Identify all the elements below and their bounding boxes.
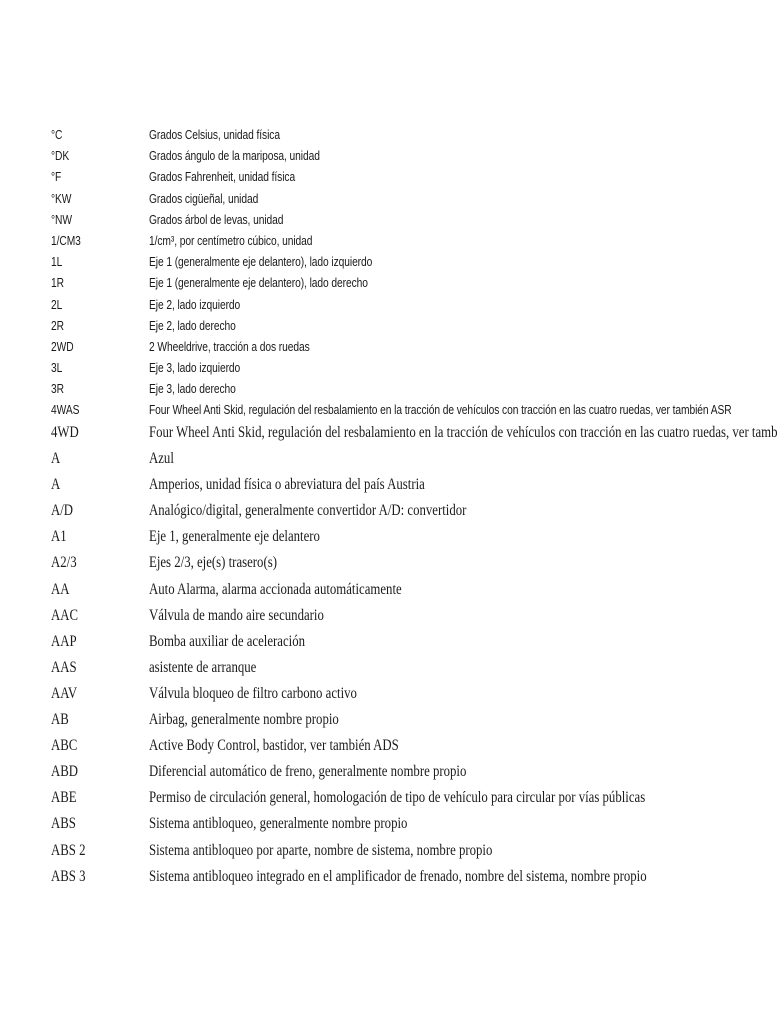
definition: asistente de arranque (149, 658, 257, 676)
list-item (51, 759, 691, 785)
list-item (51, 785, 691, 811)
abbreviation: A/D (51, 502, 74, 520)
definition: Grados cigüeñal, unidad (149, 191, 259, 206)
definition: Four Wheel Anti Skid, regulación del resbalamiento en la tracción de vehículos con tracción en las cuatro ruedas, ver tamb (149, 424, 778, 441)
list-item (51, 838, 691, 864)
abbreviation: °DK (51, 149, 70, 164)
abbreviation: 2R (51, 318, 64, 333)
abbreviation: A (51, 450, 61, 468)
abbreviation: AB (51, 711, 69, 729)
abbreviation: ABS (51, 815, 76, 833)
abbreviation: A1 (51, 528, 67, 546)
definition: Eje 3, lado derecho (149, 382, 236, 397)
list-item (51, 252, 731, 273)
list-item (51, 167, 731, 188)
definition: Diferencial automático de freno, generalmente nombre propio (149, 763, 467, 781)
abbreviation-list-large (51, 420, 778, 900)
list-item (51, 379, 731, 400)
definition: Eje 1 (generalmente eje delantero), lado derecho (149, 276, 368, 291)
list-item (51, 146, 731, 167)
definition: Válvula de mando aire secundario (149, 606, 324, 624)
list-item (51, 189, 731, 210)
definition: Eje 2, lado izquierdo (149, 297, 241, 312)
abbreviation: 4WD (51, 424, 79, 441)
definition: Grados Fahrenheit, unidad física (149, 170, 296, 185)
list-item (51, 577, 691, 603)
definition: Grados Celsius, unidad física (149, 128, 280, 142)
abbreviation: AAC (51, 606, 79, 624)
definition: Ejes 2/3, eje(s) trasero(s) (149, 554, 277, 572)
list-item (51, 295, 731, 316)
abbreviation: 3L (51, 361, 63, 376)
list-item (51, 681, 691, 707)
definition: Sistema antibloqueo, generalmente nombre propio (149, 815, 408, 833)
definition: Eje 2, lado derecho (149, 318, 236, 333)
list-item (51, 472, 691, 498)
list-item (51, 316, 731, 337)
definition: Sistema antibloqueo por aparte, nombre de sistema, nombre propio (149, 841, 493, 859)
list-item (51, 337, 731, 358)
abbreviation: A2/3 (51, 554, 77, 572)
definition: Eje 1, generalmente eje delantero (149, 528, 320, 546)
abbreviation: AAV (51, 684, 78, 702)
abbreviation: AAS (51, 658, 77, 676)
abbreviation: AA (51, 580, 70, 598)
abbreviation: 1L (51, 255, 63, 270)
abbreviation: °NW (51, 212, 72, 227)
list-item (51, 420, 778, 446)
list-item (51, 273, 731, 294)
list-item (51, 603, 691, 629)
definition: Analógico/digital, generalmente convertidor A/D: convertidor (149, 502, 467, 520)
definition: Eje 1 (generalmente eje delantero), lado izquierdo (149, 255, 373, 270)
definition: Four Wheel Anti Skid, regulación del resbalamiento en la tracción de vehículos con tracción en las cuatro ruedas, ver también ASR (149, 403, 732, 418)
list-item (51, 864, 691, 890)
abbreviation-list-small (51, 125, 731, 422)
list-item (51, 400, 731, 421)
definition: Sistema antibloqueo integrado en el amplificador de frenado, nombre del sistema, nombre propio (149, 867, 647, 885)
abbreviation: ABD (51, 763, 79, 781)
definition: Válvula bloqueo de filtro carbono activo (149, 684, 357, 702)
abbreviation: ABE (51, 789, 77, 807)
definition: Grados ángulo de la mariposa, unidad (149, 149, 320, 164)
list-item (51, 231, 731, 252)
abbreviation: °F (51, 170, 62, 185)
abbreviation: °C (51, 128, 63, 142)
definition: Eje 3, lado izquierdo (149, 361, 241, 376)
abbreviation: 4WAS (51, 403, 80, 418)
definition: Azul (149, 450, 174, 468)
abbreviation: 3R (51, 382, 64, 397)
list-item (51, 655, 691, 681)
abbreviation: AAP (51, 632, 77, 650)
definition: Airbag, generalmente nombre propio (149, 711, 339, 729)
list-item (51, 125, 731, 146)
list-item (51, 446, 691, 472)
abbreviation: 2L (51, 297, 63, 312)
definition: 2 Wheeldrive, tracción a dos ruedas (149, 339, 310, 354)
definition: 1/cm³, por centímetro cúbico, unidad (149, 233, 313, 248)
definition: Grados árbol de levas, unidad (149, 212, 284, 227)
definition: Active Body Control, bastidor, ver también ADS (149, 737, 399, 755)
list-item (51, 210, 731, 231)
list-item (51, 358, 731, 379)
list-item (51, 629, 691, 655)
abbreviation: ABS 2 (51, 841, 86, 859)
abbreviation: °KW (51, 191, 72, 206)
list-item (51, 707, 691, 733)
abbreviation: ABS 3 (51, 867, 86, 885)
abbreviation: ABC (51, 737, 78, 755)
definition: Amperios, unidad física o abreviatura del país Austria (149, 476, 425, 494)
abbreviation: 2WD (51, 339, 74, 354)
definition: Bomba auxiliar de aceleración (149, 632, 306, 650)
abbreviation: 1R (51, 276, 64, 291)
list-item (51, 498, 691, 524)
definition: Permiso de circulación general, homologación de tipo de vehículo para circular por vías públicas (149, 789, 646, 807)
list-item (51, 550, 691, 576)
list-item (51, 733, 691, 759)
list-item (51, 524, 691, 550)
definition: Auto Alarma, alarma accionada automáticamente (149, 580, 402, 598)
list-item (51, 811, 691, 837)
abbreviation: A (51, 476, 61, 494)
abbreviation: 1/CM3 (51, 233, 81, 248)
